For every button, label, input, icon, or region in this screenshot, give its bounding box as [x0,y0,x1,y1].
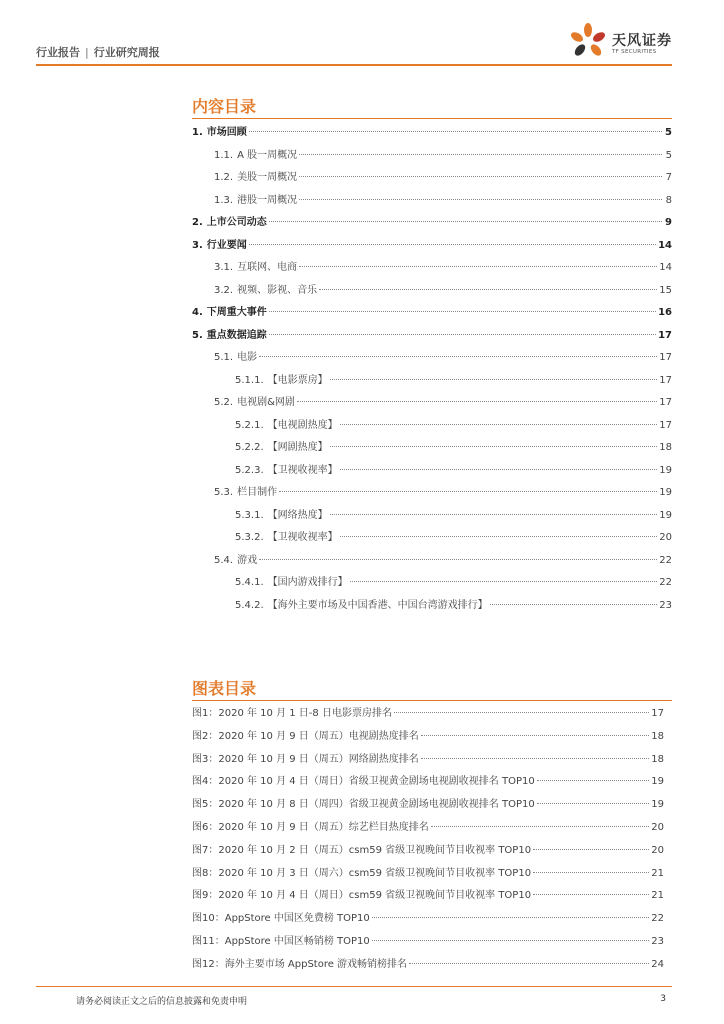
figure-entry[interactable] [192,931,664,954]
toc-entry-page: 22 [659,577,672,588]
toc-entry-label: 电影 [237,352,258,363]
figure-entry-page: 21 [651,867,664,879]
toc-entry-label: 【海外主要市场及中国香港、中国台湾游戏排行】 [267,599,488,611]
figure-entry-page: 20 [651,821,664,833]
toc-entry[interactable] [192,235,672,258]
toc-entry-page: 7 [665,172,672,183]
figure-entry[interactable] [192,771,664,794]
toc-leader-dots [259,356,657,357]
toc-leader-dots [319,289,657,290]
figure-entry[interactable] [192,726,664,749]
toc-entry-page: 9 [665,217,672,228]
toc-entry-label: 栏目制作 [237,487,278,498]
figure-leader-dots [431,826,649,827]
toc-entry-page: 8 [665,194,672,206]
figure-entry[interactable] [192,908,664,931]
toc-entry-label: 行业要闻 [206,239,247,251]
figure-entry-label: 图8：2020 年 10 月 3 日（周六）csm59 省级卫视晚间节目收视率 TOP10 [192,867,532,879]
figure-entry[interactable] [192,840,664,863]
toc-entry-page: 17 [659,374,672,386]
flower-logo-icon [568,22,608,62]
toc-entry-page: 17 [659,397,672,408]
toc-entry-number: 1. [192,127,203,138]
toc-entry-number: 3.2. [214,284,234,296]
toc-entry-label: A 股一周概况 [237,149,298,161]
figure-entry-label: 图6：2020 年 10 月 9 日（周五）综艺栏目热度排名 [192,821,429,833]
figure-entry-page: 23 [651,935,664,947]
toc-entry-number: 5.2.2. [235,442,264,453]
toc-leader-dots [297,401,657,402]
toc-title-divider [192,118,672,119]
toc-entry[interactable] [192,595,672,618]
figure-entry-label: 图7：2020 年 10 月 2 日（周五）csm59 省级卫视晚间节目收视率 TOP10 [192,844,532,856]
figure-leader-dots [533,872,649,873]
figure-entry[interactable] [192,863,664,886]
toc-leader-dots [299,176,662,177]
toc-entry[interactable] [192,325,672,348]
toc-entry-number: 5.4. [214,554,234,566]
toc-entry-number: 5.1.1. [235,374,264,386]
figure-entry-label: 图5：2020 年 10 月 8 日（周四）省级卫视黄金剧场电视剧收视排名 TOP10 [192,799,535,811]
figure-entry-page: 22 [651,913,664,925]
figure-entry-label: 图2：2020 年 10 月 9 日（周五）电视剧热度排名 [192,730,419,742]
figure-entry-page: 20 [651,844,664,856]
toc-leader-dots [249,131,662,132]
figure-entry[interactable] [192,954,664,977]
toc-entry-label: 【网剧热度】 [267,442,328,453]
toc-entry-label: 美股一周概况 [237,172,298,183]
toc-leader-dots [340,469,658,470]
toc-entry-number: 5.2. [214,397,234,408]
toc-leader-dots [259,559,657,560]
toc-leader-dots [340,536,658,537]
toc-entry-label: 重点数据追踪 [206,329,267,341]
toc-entry[interactable] [192,437,672,460]
toc-entry-label: 港股一周概况 [237,194,298,206]
toc-leader-dots [299,154,662,155]
figure-leader-dots [533,894,649,895]
toc-entry-page: 17 [658,329,672,341]
figure-leader-dots [421,735,649,736]
toc-entry-number: 2. [192,217,203,228]
figure-entry-label: 图11：AppStore 中国区畅销榜 TOP10 [192,935,370,947]
toc-entry-page: 5 [665,149,672,161]
toc-entry-number: 5.2.1. [235,419,264,431]
figures-title: 图表目录 [192,679,257,698]
toc-leader-dots [269,311,656,312]
toc-entry-label: 【电视剧热度】 [267,419,338,431]
toc-entry-label: 上市公司动态 [206,217,267,228]
toc-entry[interactable] [192,572,672,595]
figure-entry[interactable] [192,885,664,908]
figure-leader-dots [394,712,649,713]
footer-page-number: 3 [660,994,666,1004]
figures-title-divider [192,700,672,701]
toc-leader-dots [330,379,658,380]
toc-entry-page: 19 [659,464,672,476]
toc-entry-label: 【卫视收视率】 [267,532,338,543]
toc-entry-page: 14 [658,239,672,251]
figure-leader-dots [537,780,650,781]
toc-leader-dots [249,244,656,245]
toc-entry-number: 5.2.3. [235,464,264,476]
figure-entry-label: 图1：2020 年 10 月 1 日-8 日电影票房排名 [192,708,392,719]
figure-entry-label: 图9：2020 年 10 月 4 日（周日）csm59 省级卫视晚间节目收视率 TOP10 [192,890,532,902]
toc-entry[interactable] [192,145,672,168]
figure-leader-dots [421,758,649,759]
figure-leader-dots [537,803,650,804]
toc-entry-page: 19 [659,487,672,498]
toc-entry-label: 视频、影视、音乐 [237,284,318,296]
toc-entry[interactable] [192,122,672,145]
toc-entry-label: 电视剧&网剧 [237,397,295,408]
toc-entry-number: 5.4.1. [235,577,264,588]
toc-entry-page: 15 [659,284,672,296]
toc-entry-number: 4. [192,307,203,318]
header-subcategory-label: 行业研究周报 [93,46,160,59]
toc-entry-label: 【卫视收视率】 [267,464,338,476]
toc-entry[interactable] [192,415,672,438]
figure-entry-label: 图12：海外主要市场 AppStore 游戏畅销榜排名 [192,958,408,970]
toc-entry-number: 3.1. [214,262,234,273]
toc-entry-number: 5.3.1. [235,509,264,521]
figure-entry-label: 图3：2020 年 10 月 9 日（周五）网络剧热度排名 [192,753,419,765]
figure-leader-dots [533,849,649,850]
header-separator: | [85,46,89,59]
footer-disclaimer: 请务必阅读正文之后的信息披露和免责申明 [76,997,248,1007]
toc-entry-number: 3. [192,239,203,251]
toc-entry-page: 19 [659,509,672,521]
toc-entry-page: 14 [659,262,672,273]
toc-entry-label: 互联网、电商 [237,262,298,273]
toc-entry[interactable] [192,370,672,393]
toc-entry[interactable] [192,505,672,528]
figure-entry-label: 图10：AppStore 中国区免费榜 TOP10 [192,913,370,925]
toc-leader-dots [279,491,657,492]
logo-text-cn: 天风证券 [612,33,672,49]
toc-entry[interactable] [192,257,672,280]
toc-entry[interactable] [192,347,672,370]
footer-divider [36,986,672,987]
figure-entry[interactable] [192,794,664,817]
toc-title: 内容目录 [192,97,257,116]
figure-leader-dots [372,940,649,941]
figure-entry-page: 17 [651,708,664,719]
figure-entry-page: 19 [651,799,664,811]
toc-entry-page: 20 [659,532,672,543]
toc-entry[interactable] [192,302,672,325]
logo-text-en: TF SECURITIES [612,49,657,55]
header-category [36,44,160,60]
toc-leader-dots [269,221,662,222]
figure-entry[interactable] [192,749,664,772]
header-category-label: 行业报告 [36,46,80,59]
toc-entry-page: 17 [659,419,672,431]
figure-entry-page: 18 [651,753,664,765]
figure-entry-label: 图4：2020 年 10 月 4 日（周日）省级卫视黄金剧场电视剧收视排名 TOP10 [192,776,535,788]
toc-entry[interactable] [192,280,672,303]
figure-entry-page: 24 [651,958,664,970]
toc-entry-number: 1.2. [214,172,234,183]
toc-leader-dots [330,514,658,515]
toc-entry-number: 5.1. [214,352,234,363]
figure-entry[interactable] [192,817,664,840]
toc-entry-number: 5. [192,329,203,341]
toc-leader-dots [330,446,658,447]
toc-entry-label: 【国内游戏排行】 [267,577,348,588]
toc-entry-page: 23 [659,599,672,611]
figure-entry-page: 21 [651,890,664,902]
toc-entry-page: 16 [658,307,672,318]
toc-entry-page: 5 [665,127,672,138]
toc-entry-number: 5.3.2. [235,532,264,543]
toc-entry-number: 5.4.2. [235,599,264,611]
toc-entry-page: 22 [659,554,672,566]
toc-entry-label: 游戏 [237,554,258,566]
figure-entry-page: 18 [651,730,664,742]
toc-entry-label: 【电影票房】 [267,374,328,386]
toc-entry-number: 1.1. [214,149,234,161]
toc-entry-page: 18 [659,442,672,453]
toc-entry-label: 下周重大事件 [206,307,267,318]
toc-list [192,122,672,617]
toc-entry[interactable] [192,212,672,235]
toc-leader-dots [299,266,657,267]
figure-entry-page: 19 [651,776,664,788]
figure-entry[interactable] [192,703,664,726]
toc-entry-page: 17 [659,352,672,363]
toc-entry[interactable] [192,167,672,190]
company-logo [568,22,672,62]
toc-entry[interactable] [192,550,672,573]
toc-leader-dots [340,424,658,425]
toc-entry-number: 5.3. [214,487,234,498]
toc-leader-dots [269,334,656,335]
figure-leader-dots [372,917,649,918]
toc-leader-dots [490,604,658,605]
toc-entry-label: 市场回顾 [206,127,247,138]
toc-entry[interactable] [192,392,672,415]
toc-leader-dots [350,581,658,582]
toc-entry-label: 【网络热度】 [267,509,328,521]
toc-entry[interactable] [192,527,672,550]
toc-entry[interactable] [192,190,672,213]
toc-entry-number: 1.3. [214,194,234,206]
header-divider [36,64,672,66]
toc-entry[interactable] [192,460,672,483]
figures-list [192,703,664,977]
toc-leader-dots [299,199,662,200]
figure-leader-dots [409,963,649,964]
toc-entry[interactable] [192,482,672,505]
